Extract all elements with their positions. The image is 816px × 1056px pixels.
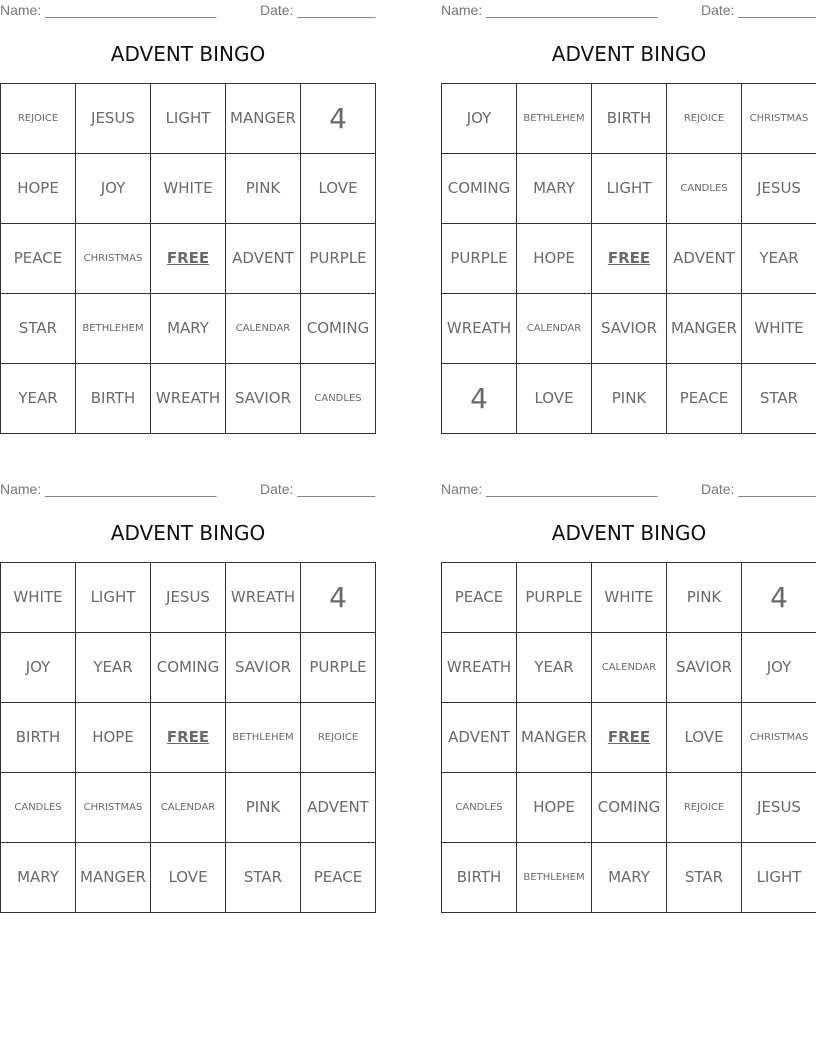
- bingo-cell: JESUS: [742, 773, 816, 843]
- bingo-cell: LIGHT: [742, 843, 816, 913]
- bingo-cell: CANDLES: [1, 773, 76, 843]
- bingo-cell: HOPE: [517, 224, 592, 294]
- header-line: [0, 2, 376, 20]
- bingo-row: [1, 224, 376, 294]
- bingo-cell: FREE: [151, 224, 226, 294]
- bingo-cell: COMING: [442, 154, 517, 224]
- bingo-cell: CANDLES: [301, 364, 376, 434]
- bingo-cell: PINK: [592, 364, 667, 434]
- bingo-cell: ADVENT: [301, 773, 376, 843]
- card-title: ADVENT BINGO: [551, 42, 707, 66]
- bingo-cell: WHITE: [1, 563, 76, 633]
- date-field-label: Date: __________: [701, 481, 816, 497]
- bingo-cell: SAVIOR: [592, 294, 667, 364]
- bingo-cell: WREATH: [442, 633, 517, 703]
- bingo-cell: CANDLES: [442, 773, 517, 843]
- bingo-row: [1, 154, 376, 224]
- bingo-cell: ADVENT: [667, 224, 742, 294]
- bingo-cell: 4: [301, 84, 376, 154]
- bingo-cell: MANGER: [667, 294, 742, 364]
- bingo-row: [1, 843, 376, 913]
- bingo-cell: CHRISTMAS: [742, 703, 816, 773]
- bingo-cell: YEAR: [517, 633, 592, 703]
- bingo-cell: PINK: [667, 563, 742, 633]
- bingo-cell: MARY: [517, 154, 592, 224]
- bingo-cell: PURPLE: [517, 563, 592, 633]
- header-line: [441, 481, 816, 499]
- bingo-cell: PINK: [226, 154, 301, 224]
- bingo-row: [442, 294, 816, 364]
- bingo-cell: 4: [742, 563, 816, 633]
- bingo-row: [1, 364, 376, 434]
- bingo-cell: CANDLES: [667, 154, 742, 224]
- bingo-cell: PURPLE: [301, 224, 376, 294]
- bingo-cell: MARY: [1, 843, 76, 913]
- bingo-row: [442, 843, 816, 913]
- bingo-cell: WREATH: [442, 294, 517, 364]
- bingo-cell: STAR: [667, 843, 742, 913]
- bingo-cell: ADVENT: [226, 224, 301, 294]
- bingo-cell: PEACE: [301, 843, 376, 913]
- bingo-cell: FREE: [151, 703, 226, 773]
- bingo-cell: JOY: [442, 84, 517, 154]
- name-field-label: Name: ______________________: [441, 2, 658, 18]
- bingo-cell: COMING: [301, 294, 376, 364]
- bingo-grid: [441, 83, 816, 434]
- bingo-cell: SAVIOR: [226, 364, 301, 434]
- bingo-cell: BETHLEHEM: [517, 843, 592, 913]
- bingo-cell: LOVE: [667, 703, 742, 773]
- bingo-cell: MANGER: [517, 703, 592, 773]
- bingo-cell: HOPE: [517, 773, 592, 843]
- bingo-cell: JESUS: [76, 84, 151, 154]
- bingo-cell: WHITE: [592, 563, 667, 633]
- bingo-row: [1, 563, 376, 633]
- bingo-cell: JOY: [1, 633, 76, 703]
- card-title: ADVENT BINGO: [110, 42, 266, 66]
- bingo-cell: LIGHT: [76, 563, 151, 633]
- bingo-cell: LOVE: [517, 364, 592, 434]
- bingo-cell: FREE: [592, 703, 667, 773]
- card-title: ADVENT BINGO: [551, 521, 707, 545]
- bingo-cell: LOVE: [301, 154, 376, 224]
- bingo-cell: LIGHT: [592, 154, 667, 224]
- bingo-cell: YEAR: [1, 364, 76, 434]
- bingo-row: [442, 84, 816, 154]
- bingo-row: [1, 633, 376, 703]
- bingo-cell: WREATH: [151, 364, 226, 434]
- date-field-label: Date: __________: [260, 2, 376, 18]
- header-line: [0, 481, 376, 499]
- bingo-row: [442, 563, 816, 633]
- bingo-cell: YEAR: [742, 224, 816, 294]
- bingo-cell: CHRISTMAS: [742, 84, 816, 154]
- header-line: [441, 2, 816, 20]
- bingo-row: [442, 633, 816, 703]
- bingo-grid: [0, 562, 376, 913]
- bingo-grid: [441, 562, 816, 913]
- bingo-cell: BETHLEHEM: [226, 703, 301, 773]
- bingo-cell: COMING: [151, 633, 226, 703]
- bingo-cell: STAR: [742, 364, 816, 434]
- bingo-cell: MARY: [592, 843, 667, 913]
- bingo-cell: LOVE: [151, 843, 226, 913]
- bingo-cell: CHRISTMAS: [76, 224, 151, 294]
- bingo-cell: LIGHT: [151, 84, 226, 154]
- bingo-cell: 4: [442, 364, 517, 434]
- bingo-row: [442, 224, 816, 294]
- bingo-cell: STAR: [226, 843, 301, 913]
- bingo-cell: CALENDAR: [226, 294, 301, 364]
- bingo-cell: BIRTH: [1, 703, 76, 773]
- bingo-cell: WHITE: [151, 154, 226, 224]
- bingo-row: [442, 703, 816, 773]
- date-field-label: Date: __________: [260, 481, 376, 497]
- bingo-row: [1, 294, 376, 364]
- bingo-cell: PURPLE: [442, 224, 517, 294]
- bingo-cell: JOY: [742, 633, 816, 703]
- name-field-label: Name: ______________________: [0, 481, 217, 497]
- bingo-cell: CALENDAR: [592, 633, 667, 703]
- bingo-cell: WREATH: [226, 563, 301, 633]
- bingo-cell: FREE: [592, 224, 667, 294]
- bingo-cell: HOPE: [1, 154, 76, 224]
- bingo-cell: JOY: [76, 154, 151, 224]
- bingo-cell: PEACE: [442, 563, 517, 633]
- bingo-cell: WHITE: [742, 294, 816, 364]
- bingo-cell: REJOICE: [667, 84, 742, 154]
- bingo-cell: 4: [301, 563, 376, 633]
- card-title: ADVENT BINGO: [110, 521, 266, 545]
- bingo-row: [442, 154, 816, 224]
- bingo-cell: BIRTH: [442, 843, 517, 913]
- bingo-cell: COMING: [592, 773, 667, 843]
- bingo-cell: PEACE: [1, 224, 76, 294]
- bingo-cell: HOPE: [76, 703, 151, 773]
- bingo-cell: PEACE: [667, 364, 742, 434]
- bingo-cell: BIRTH: [592, 84, 667, 154]
- name-field-label: Name: ______________________: [0, 2, 217, 18]
- bingo-row: [1, 773, 376, 843]
- bingo-cell: CHRISTMAS: [76, 773, 151, 843]
- bingo-cell: SAVIOR: [226, 633, 301, 703]
- bingo-cell: ADVENT: [442, 703, 517, 773]
- bingo-cell: CALENDAR: [151, 773, 226, 843]
- bingo-cell: BETHLEHEM: [517, 84, 592, 154]
- bingo-cell: STAR: [1, 294, 76, 364]
- bingo-cell: PINK: [226, 773, 301, 843]
- bingo-cell: MANGER: [226, 84, 301, 154]
- name-field-label: Name: ______________________: [441, 481, 658, 497]
- bingo-row: [442, 364, 816, 434]
- bingo-cell: REJOICE: [667, 773, 742, 843]
- bingo-cell: JESUS: [742, 154, 816, 224]
- bingo-cell: REJOICE: [301, 703, 376, 773]
- bingo-cell: JESUS: [151, 563, 226, 633]
- bingo-cell: BIRTH: [76, 364, 151, 434]
- bingo-row: [1, 703, 376, 773]
- bingo-row: [442, 773, 816, 843]
- bingo-cell: BETHLEHEM: [76, 294, 151, 364]
- bingo-cell: SAVIOR: [667, 633, 742, 703]
- bingo-cell: MANGER: [76, 843, 151, 913]
- bingo-row: [1, 84, 376, 154]
- bingo-grid: [0, 83, 376, 434]
- bingo-cell: MARY: [151, 294, 226, 364]
- bingo-cell: YEAR: [76, 633, 151, 703]
- date-field-label: Date: __________: [701, 2, 816, 18]
- bingo-cell: PURPLE: [301, 633, 376, 703]
- bingo-cell: REJOICE: [1, 84, 76, 154]
- bingo-cell: CALENDAR: [517, 294, 592, 364]
